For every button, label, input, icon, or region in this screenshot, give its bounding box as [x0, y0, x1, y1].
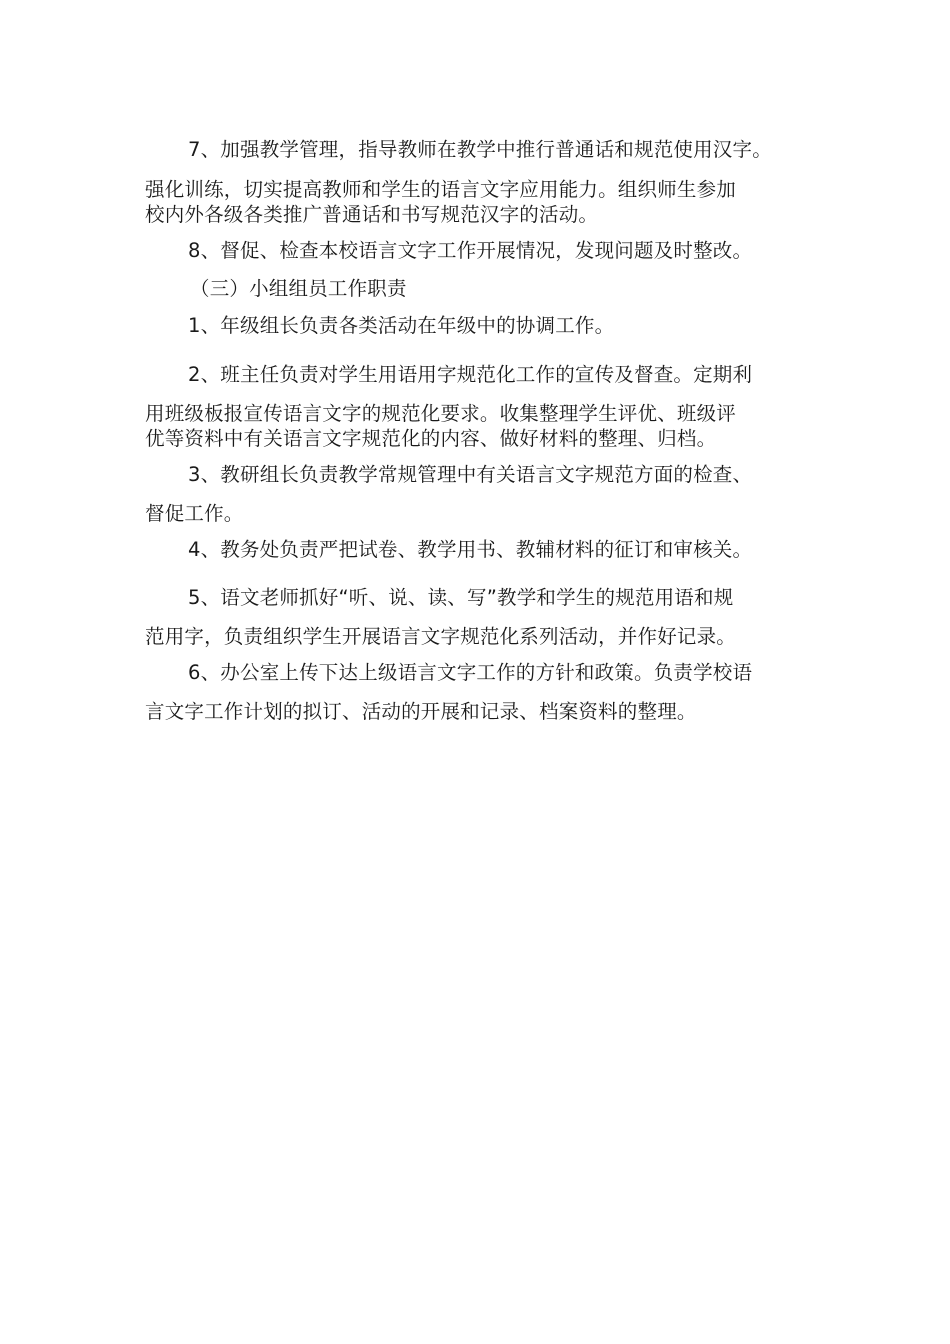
duty-1-line-1: 1、年级组长负责各类活动在年级中的协调工作。	[188, 314, 615, 337]
duty-5-line-1: 5、语文老师抓好“听、说、读、写”教学和学生的规范用语和规	[188, 586, 734, 609]
item-7-line-2: 强化训练，切实提高教师和学生的语言文字应用能力。组织师生参加	[145, 178, 737, 201]
duty-6-line-1: 6、办公室上传下达上级语言文字工作的方针和政策。负责学校语	[188, 661, 753, 684]
item-8-line-1: 8、督促、检查本校语言文字工作开展情况，发现问题及时整改。	[188, 239, 753, 262]
duty-2-line-2: 用班级板报宣传语言文字的规范化要求。收集整理学生评优、班级评	[145, 402, 737, 425]
duty-3-line-2: 督促工作。	[145, 502, 244, 525]
duty-4-line-1: 4、教务处负责严把试卷、教学用书、教辅材料的征订和审核关。	[188, 538, 753, 561]
item-7-line-3: 校内外各级各类推广普通话和书写规范汉字的活动。	[145, 203, 599, 226]
duty-2-line-3: 优等资料中有关语言文字规范化的内容、做好材料的整理、归档。	[145, 427, 717, 450]
duty-2-line-1: 2、班主任负责对学生用语用字规范化工作的宣传及督查。定期利	[188, 363, 753, 386]
section-heading: （三）小组组员工作职责	[190, 277, 407, 300]
duty-6-line-2: 言文字工作计划的拟订、活动的开展和记录、档案资料的整理。	[145, 700, 697, 723]
item-7-line-1: 7、加强教学管理，指导教师在教学中推行普通话和规范使用汉字。	[188, 138, 772, 161]
duty-3-line-1: 3、教研组长负责教学常规管理中有关语言文字规范方面的检查、	[188, 463, 753, 486]
duty-5-line-2: 范用字，负责组织学生开展语言文字规范化系列活动，并作好记录。	[145, 625, 737, 648]
